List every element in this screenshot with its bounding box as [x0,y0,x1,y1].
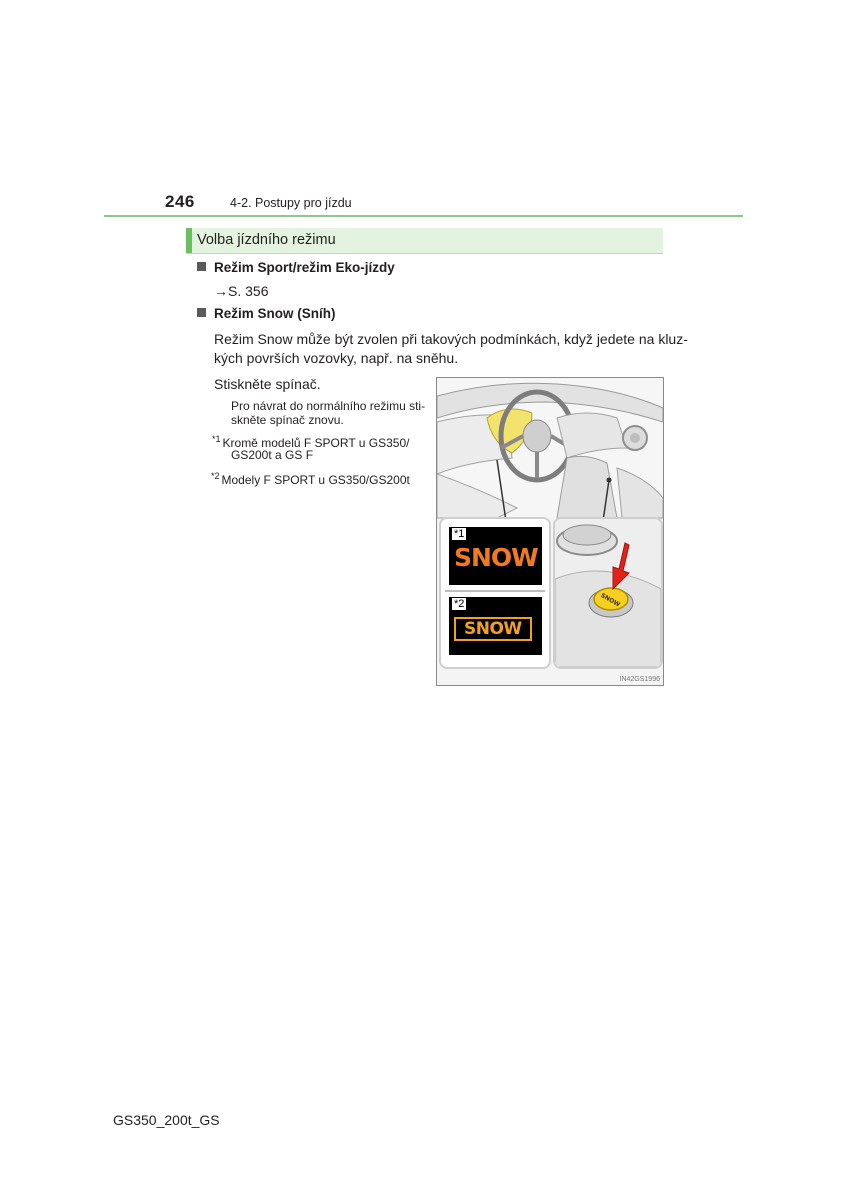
bullet-square-icon [197,262,206,271]
snow-paragraph-line1: Režim Snow může být zvolen při takových podmínkách, když jedete na kluz- [214,331,688,347]
footer-model-code: GS350_200t_GS [113,1112,220,1128]
footnote-2 [211,469,410,487]
display1-tag: *1 [454,528,465,540]
section-stripe [186,228,192,253]
bullet-heading: Režim Sport/režim Eko-jízdy [214,260,395,275]
figure-code: IN42GS1996 [619,676,660,683]
snow-paragraph-line2: kých površích vozovky, např. na sněhu. [214,350,459,366]
section-heading-bar [186,228,663,254]
header-divider [104,215,743,217]
return-note-line1: Pro návrat do normálního režimu sti- [231,399,426,413]
snow-switch-illustration [436,377,664,686]
section-reference: 4-2. Postupy pro jízdu [230,196,352,210]
instruction-text: Stiskněte spínač. [214,376,321,392]
panel-divider [445,590,545,592]
snow-indicator-1 [449,527,542,585]
bullet-sport-eco [197,260,395,275]
snow-indicator-2-text: SNOW [454,617,532,641]
footnote-1-text: Kromě modelů F SPORT u GS350/ [222,436,410,450]
section-title: Volba jízdního režimu [197,232,336,248]
footnote-2-text: Modely F SPORT u GS350/GS200t [221,473,410,487]
footnote-2-mark: *2 [211,471,220,481]
bullet-heading: Režim Snow (Sníh) [214,306,336,321]
footnote-1-mark: *1 [212,434,221,444]
return-note-line2: skněte spínač znovu. [231,413,344,427]
bullet-square-icon [197,308,206,317]
bullet-snow [197,306,336,321]
snow-indicator-1-text: SNOW [454,543,538,572]
page-number: 246 [165,192,195,211]
snow-button-label: SNOW [599,592,622,609]
snow-button-drawing [555,519,661,667]
footnote-1-line2: GS200t a GS F [231,448,314,462]
page-reference-link[interactable]: →S. 356 [214,283,269,299]
display2-tag: *2 [454,598,465,610]
switch-closeup-panel [553,517,663,669]
snow-indicator-2 [449,597,542,655]
